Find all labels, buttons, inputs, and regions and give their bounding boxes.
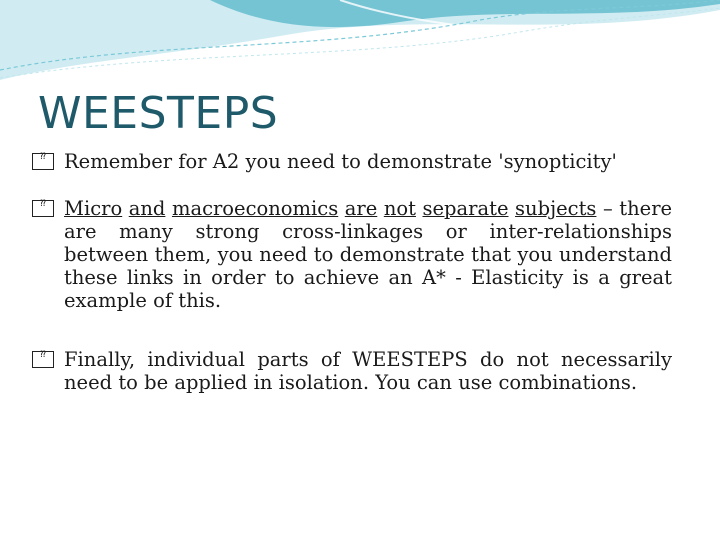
bullet-list — [30, 150, 672, 416]
missing-glyph-icon: ⁇ — [32, 153, 54, 170]
bullet-text: – there are many strong cross-linkages or inter-relationships between them, you need to demonstrate that you understand these links in order to achieve an A* - Elasticity is a great example of this. — [64, 197, 673, 312]
header-wave-decoration — [0, 0, 720, 90]
underlined-word: not — [383, 197, 416, 220]
underlined-word: separate — [422, 197, 509, 220]
missing-glyph-icon: ⁇ — [32, 351, 54, 368]
bullet-item — [30, 150, 672, 173]
underlined-word: are — [344, 197, 378, 220]
missing-glyph-icon: ⁇ — [32, 200, 54, 217]
bullet-text: Remember for A2 you need to demonstrate 'synopticity' — [64, 150, 617, 173]
bullet-item — [30, 348, 672, 394]
underlined-word: Micro — [64, 197, 123, 220]
underlined-word: and — [128, 197, 166, 220]
bullet-text: Finally, individual parts of WEESTEPS do not necessarily need to be applied in isolation. You can use combinations. — [64, 348, 672, 394]
slide-title: WEESTEPS — [38, 88, 279, 139]
underlined-word: subjects — [515, 197, 597, 220]
bullet-item — [30, 197, 672, 312]
underlined-word: macroeconomics — [171, 197, 339, 220]
